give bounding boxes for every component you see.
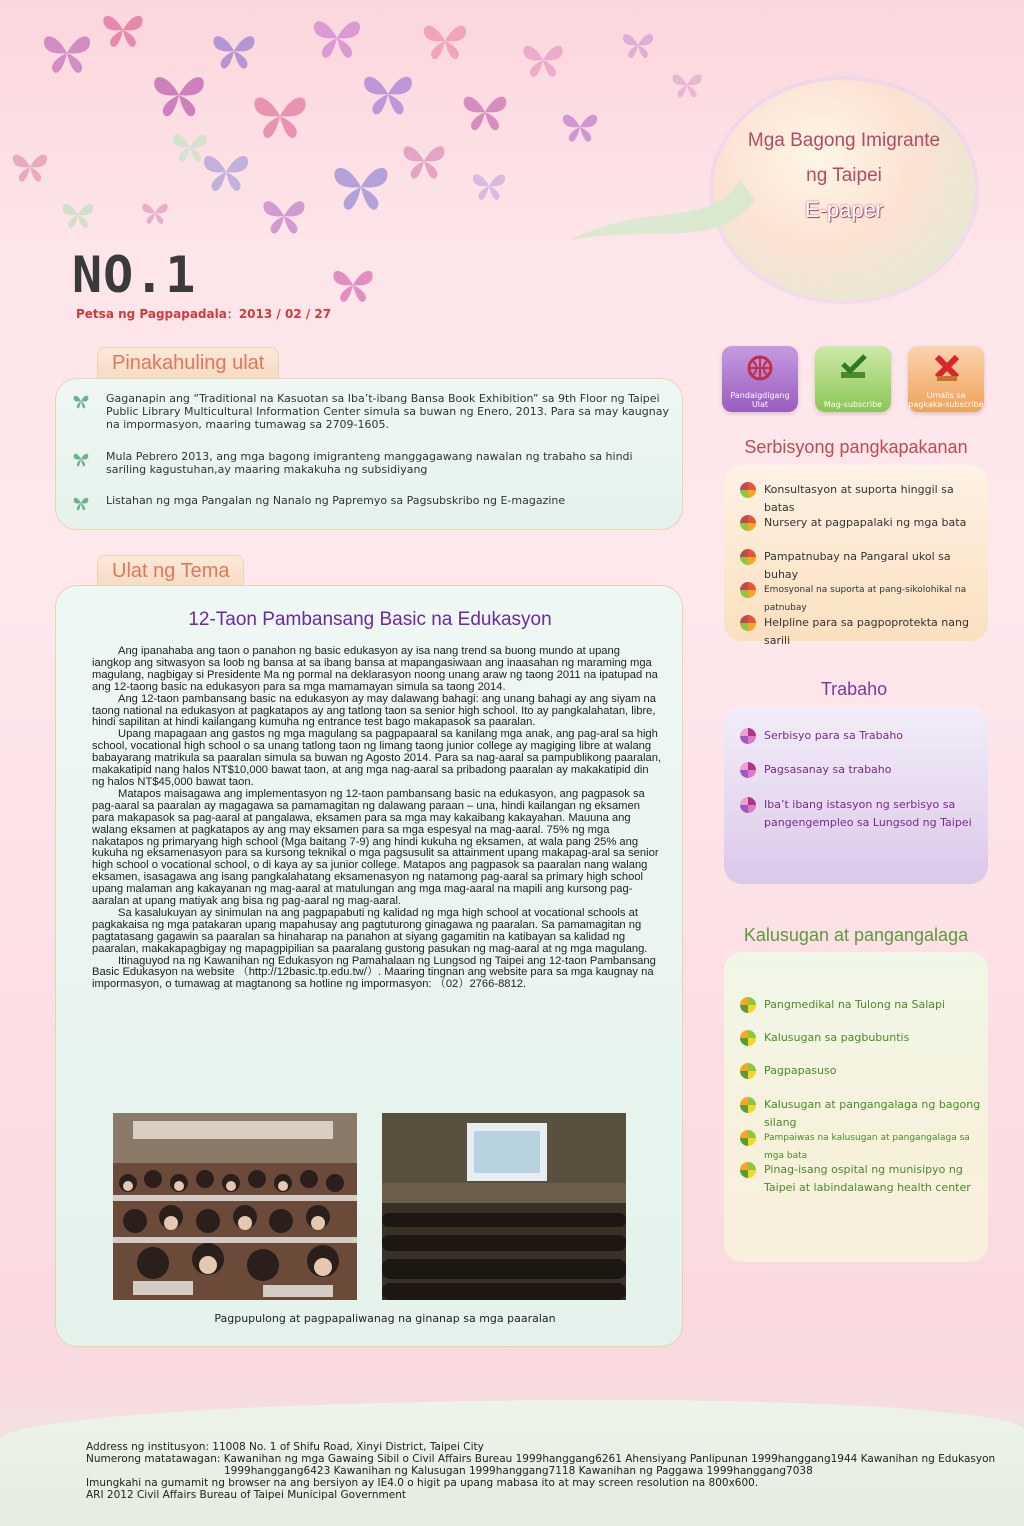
audience-photo-drawing xyxy=(113,1113,357,1300)
work-item-1[interactable]: Serbisyo para sa Trabaho xyxy=(740,727,985,745)
health-item-3[interactable]: Pagpapasuso xyxy=(740,1062,985,1080)
health-item-2[interactable]: Kalusugan sa pagbubuntis xyxy=(740,1029,985,1047)
photo-caption: Pagpupulong at pagpapaliwanag na ginanap sa mga paaralan xyxy=(214,1312,556,1325)
brand-title-line1: Mga Bagong Imigrante xyxy=(747,130,941,151)
lecture-hall-photo-drawing xyxy=(382,1113,626,1300)
photo-lecture-hall xyxy=(382,1113,626,1300)
work-title: Trabaho xyxy=(820,679,888,699)
flower-bullet-icon xyxy=(740,582,756,598)
footer xyxy=(86,1441,996,1501)
world-report-button[interactable] xyxy=(722,346,798,412)
unsubscribe-button[interactable] xyxy=(908,346,984,412)
family-item-5[interactable]: Helpline para sa pagpoprotekta nang sarili xyxy=(740,614,985,650)
health-item-6[interactable]: Pinag-isang ospital ng munisipyo ng Taipei at labindalawang health center xyxy=(740,1161,985,1197)
work-item-3[interactable]: Iba’t ibang istasyon ng serbisyo sa pangengempleo sa Lungsod ng Taipei xyxy=(740,796,985,832)
flower-bullet-icon xyxy=(740,482,756,498)
family-services-title: Serbisyong pangkapakanan xyxy=(744,437,968,457)
send-date: Petsa ng Pagpapadala：2013 / 02 / 27 xyxy=(76,307,332,321)
flower-bullet-icon xyxy=(740,728,756,744)
health-item-1[interactable]: Pangmedikal na Tulong na Salapi xyxy=(740,996,985,1014)
health-item-5[interactable]: Pampaiwas na kalusugan at pangangalaga sa mga bata xyxy=(740,1129,985,1165)
article-title: 12-Taon Pambansang Basic na Edukasyon xyxy=(188,609,552,630)
subscribe-button[interactable] xyxy=(815,346,891,412)
news-item-text: Listahan ng mga Pangalan ng Nanalo ng Papremyo sa Pagsubskribo ng E-magazine xyxy=(106,494,566,507)
family-item-3[interactable]: Pampatnubay na Pangaral ukol sa buhay xyxy=(740,548,985,584)
health-item-4[interactable]: Kalusugan at pangangalaga ng bagong silang xyxy=(740,1096,985,1132)
footer-browser-note: Imungkahi na gumamit ng browser na ang bersiyon ay IE4.0 o higit pa upang mabasa ito at may screen resolution na 800x600. xyxy=(86,1477,759,1489)
article-paragraph: Ang 12-taon pambansang basic na edukasyon ay may dalawang bahagi: ang unang bahagi ay ang siyam na taong national na edukasyon at pagkatapos ay ang tatlong taon sa senior high school. Ito ay pangkalahatan, libre, hindi sapilitan at hindi kailangang kumuha ng entrance test bago makapasok sa paaralan. xyxy=(92,692,657,729)
family-item-2[interactable]: Nursery at pagpapalaki ng mga bata xyxy=(740,514,985,532)
unsubscribe-label: Umalis sa pagkaka-subscribe xyxy=(908,391,984,409)
checkmark-icon xyxy=(837,352,869,382)
article-paragraph: Ang ipanahaba ang taon o panahon ng basic edukasyon ay isa nang trend sa buong mundo at upang iangkop ang sitwasyon sa loob ng bansa at sa ibang bansa at mapangasiwaan ang inaasahan ng maraming mga magulang, nagbigay si Presidente Ma ng pormal na deklarasyon noong unang araw ng taong 2011 na ipatupad na ang 12-taong basic na edukasyon para sa mga mamamayan simula sa taong 2014. xyxy=(92,645,658,693)
flower-bullet-icon xyxy=(740,1130,756,1146)
footer-phones: Numerong matatawagan: Kawanihan ng mga Gawaing Sibil o Civil Affairs Bureau 1999hanggang6261 Ahensiyang Panlipunan 1999hanggang1944 Kawanihan ng Edukasyon xyxy=(86,1453,996,1465)
brand-title-line2: ng Taipei xyxy=(806,165,882,186)
globe-icon xyxy=(746,354,774,382)
butterfly-bullet-icon xyxy=(72,450,90,468)
article-paragraph: Sa kasalukuyan ay sinimulan na ang pagpapabuti ng kalidad ng mga high school at vocational schools at pagkakaisa ng mga patakaran upang mapahusay ang pagtuturong ginagawa ng paaralan. Sa pamamagitan ng pagtatasang gagawin sa paaralan sa hinaharap na panahon at siyang gagamitin na katibayan sa kalidad ng paaralan, makakapagbigay ng mapagpipilian sa paaralang gustong pasukan ng mag-aaral at ng mga magulang. xyxy=(92,906,648,955)
footer-address: Address ng institusyon: 11008 No. 1 of Shifu Road, Xinyi District, Taipei City xyxy=(86,1441,484,1453)
article-paragraph: Itinaguyod na ng Kawanihan ng Edukasyon ng Pamahalaan ng Lungsod ng Taipei ang 12-taon Pambansang Basic Edukasyon na website （http://12basic.tp.edu.tw/）. Maaring tingnan ang website para sa mga kaugnay na impormasyon, o tumawag at magtanong sa hotline ng impormasyon: （02）2766-8812. xyxy=(92,954,656,991)
x-mark-icon xyxy=(932,352,962,382)
news-item-3[interactable] xyxy=(84,494,674,507)
footer-copyright: ARI 2012 Civil Affairs Bureau of Taipei Municipal Government xyxy=(86,1489,407,1501)
flower-bullet-icon xyxy=(740,1030,756,1046)
family-item-1[interactable]: Konsultasyon at suporta hinggil sa batas xyxy=(740,481,985,517)
news-item-text: Gaganapin ang “Traditional na Kasuotan sa Iba’t-ibang Bansa Book Exhibition” sa 9th Floor ng Taipei Public Library Multicultural Information Center simula sa buwan ng Enero, 2013. Para sa may kaugnay na impormasyon, maaring tumawag sa 2709-1605. xyxy=(106,392,669,431)
news-item-1[interactable] xyxy=(84,392,674,431)
family-item-4[interactable]: Emosyonal na suporta at pang-sikolohikal na patnubay xyxy=(740,581,985,617)
flower-bullet-icon xyxy=(740,997,756,1013)
flower-bullet-icon xyxy=(740,515,756,531)
article-paragraph: Upang mapagaan ang gastos ng mga magulang sa pagpapaaral sa kanilang mga anak, ang pag-aral sa high school, vocational high school o sa unang tatlong taon ng limang taong junior college ay magiging libre at walang babayarang matrikula sa paaralan simula sa buwan ng Agosto 2014. Para sa nag-aaral sa pampublikong paaralan, makakatipid nang halos NT$10,000 bawat taon, at ang mga nag-aaral sa pribadong paaralan ay makakatipid din ng halos NT$45,000 bawat taon. xyxy=(92,728,662,788)
brand-title-line3: E-paper xyxy=(804,197,884,222)
tab-latest-news[interactable]: Pinakahuling ulat xyxy=(97,347,279,379)
world-report-label: Pandaigdigang Ulat xyxy=(730,391,790,409)
photo-audience xyxy=(113,1113,357,1300)
flower-bullet-icon xyxy=(740,615,756,631)
footer-phones-continued: 1999hanggang6423 Kawanihan ng Kalusugan 1999hanggang7118 Kawanihan ng Paggawa 1999hanggang7038 xyxy=(224,1465,813,1477)
work-item-2[interactable]: Pagsasanay sa trabaho xyxy=(740,761,985,779)
flower-bullet-icon xyxy=(740,1097,756,1113)
flower-bullet-icon xyxy=(740,1063,756,1079)
tab-theme-report[interactable]: Ulat ng Tema xyxy=(97,555,244,587)
flower-bullet-icon xyxy=(740,797,756,813)
health-title: Kalusugan at pangangalaga xyxy=(743,925,969,945)
news-item-text: Mula Pebrero 2013, ang mga bagong imigranteng manggagawang nawalan ng trabaho sa hindi sariling kagustuhan,ay maaring makakuha ng subsidiyang xyxy=(106,450,633,476)
flower-bullet-icon xyxy=(740,1162,756,1178)
issue-number: NO.1 xyxy=(72,246,197,304)
butterfly-bullet-icon xyxy=(72,494,90,512)
news-item-2[interactable] xyxy=(84,450,674,476)
flower-bullet-icon xyxy=(740,549,756,565)
article-body xyxy=(92,646,662,991)
article-paragraph: Matapos maisagawa ang implementasyon ng 12-taon pambansang basic na edukasyon, ang pagpasok sa pag-aaral sa paaralan ay magagawa sa pamamagitan ng dalawang paraan – una, hindi kailangan ng eksamen para makapasok sa pag-aaral at pangalawa, eksamen para sa mga may kakaibang kakayahan. Mauuna ang walang eksamen at pagkatapos ay ang may eksamen para sa mga espesyal na mag-aaral. 75% ng mga nakatapos ng primaryang high school (Mga baitang 7-9) ang hindi kukuha ng eksamen, at wala pang 25% ang kukuha ng eksamenasyon para sa kursong teknikal o mga pagsusulit sa attainment upang makapag-aral sa senior high school o vocational school, o di kaya ay sa junior college. Matapos ang pagpasok sa paaralan nang walang eksamen, isasagawa ang isang pangkalahatang eksamenasyon ng natamong pag-aaral sa primary high school upang malaman ang kakayanan ng mag-aaral at matulungan ang mga mag-aaral na mapili ang kursong pag-aaralan at upang matiyak ang bisa ng pag-aaral ng mag-aaral. xyxy=(92,787,659,908)
flower-bullet-icon xyxy=(740,762,756,778)
butterfly-bullet-icon xyxy=(72,392,90,410)
subscribe-label: Mag-subscribe xyxy=(823,400,883,409)
